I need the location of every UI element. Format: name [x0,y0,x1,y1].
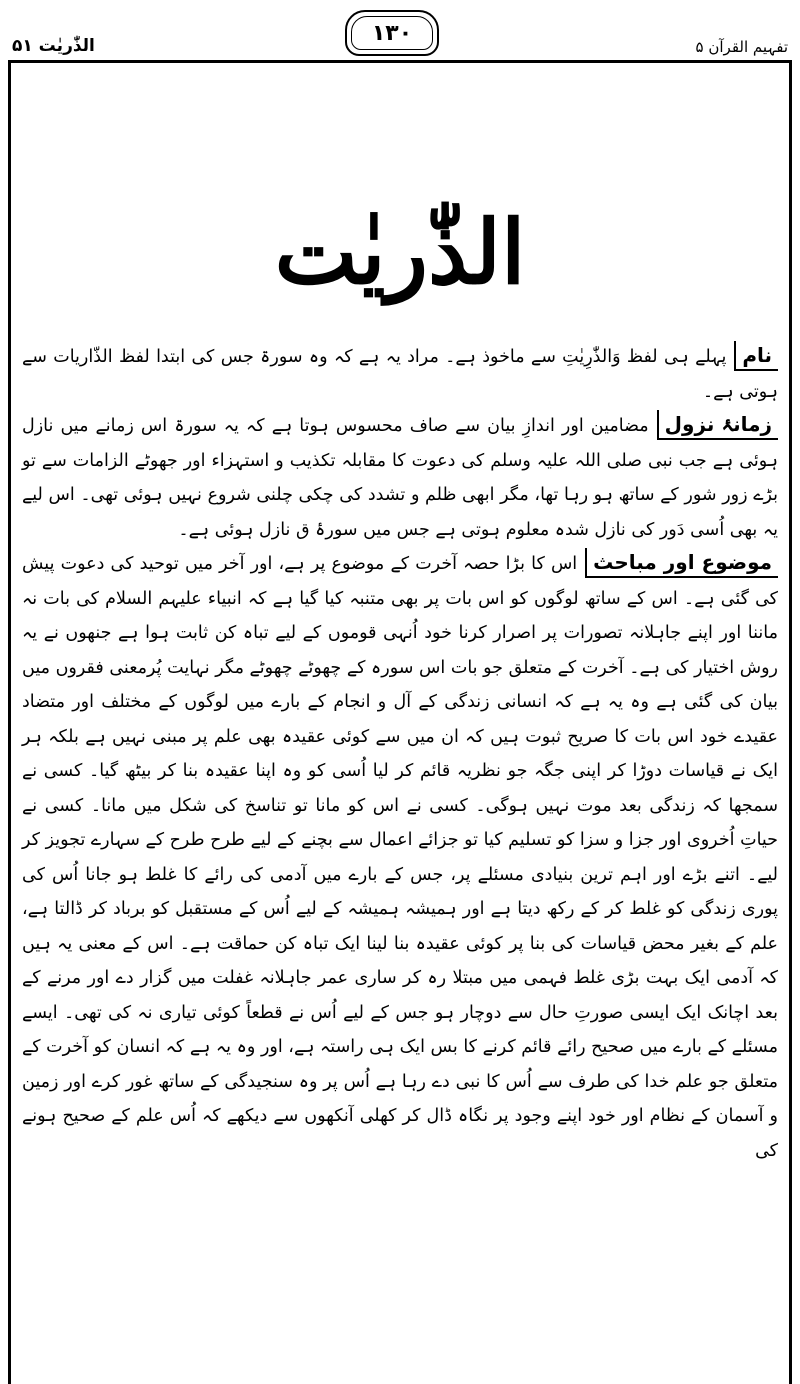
section-text-subject-matter: اس کا بڑا حصہ آخرت کے موضوع پر ہے، اور آخر میں توحید کی دعوت پیش کی گئی ہے۔ اس کے ساتھ لوگوں کو اس بات پر بھی متنبہ کیا گیا ہے کہ انبیاء علیہم السلام کی بات نہ ماننا اور اپنے جاہلانہ تصورات پر اصرار کرنا خود اُنہی قوموں کے لیے تباہ کن ثابت ہوا ہے جنھوں نے یہ روش اختیار کی ہے۔ آخرت کے متعلق جو بات اس سورہ کے چھوٹے چھوٹے مگر نہایت پُرمعنی فقروں میں بیان کی گئی ہے وہ یہ ہے کہ انسانی زندگی کے آل و انجام کے بارے میں لوگوں کے مختلف اور متضاد عقیدے خود اس بات کا صریح ثبوت ہیں کہ ان میں سے کوئی عقیدہ بھی علم پر مبنی نہیں ہے بلکہ ہر ایک نے قیاسات دوڑا کر اپنی جگہ جو نظریہ قائم کر لیا اُسی کو وہ اپنا عقیدہ بنا کر بیٹھ گیا۔ کسی نے سمجھا کہ زندگی بعد موت نہیں ہوگی۔ کسی نے اس کو مانا تو تناسخ کی شکل میں مانا۔ کسی نے حیاتِ اُخروی اور جزا و سزا کو تسلیم کیا تو جزائے اعمال سے بچنے کے لیے طرح طرح کے سہارے تجویز کر لیے۔ اتنے بڑے اور اہم ترین بنیادی مسئلے پر، جس کے بارے میں آدمی کی رائے کا غلط ہو جانا اُس کی پوری زندگی کو غلط کر کے رکھ دیتا ہے اور ہمیشہ ہمیشہ کے لیے اُس کے مستقبل کو برباد کر ڈالتا ہے، علم کے بغیر محض قیاسات کی بنا پر کوئی عقیدہ بنا لینا ایک تباہ کن حماقت ہے۔ اس کے معنی یہ ہیں کہ آدمی ایک بہت بڑی غلط فہمی میں مبتلا رہ کر ساری عمر جاہلانہ غفلت میں گزار دے اور مرنے کے بعد اچانک ایک ایسی صورتِ حال سے دوچار ہو جس کے لیے اُس نے قطعاً کوئی تیاری نہ کی تھی۔ ایسے مسئلے کے بارے میں صحیح رائے قائم کرنے کا بس ایک ہی راستہ ہے، اور وہ یہ ہے کہ انسان کو آخرت کے متعلق جو علم خدا کی طرف سے اُس کا نبی دے رہا ہے اُس پر وہ سنجیدگی کے ساتھ غور کرے اور زمین و آسمان کے نظام اور خود اپنے وجود پر نگاہ ڈال کر کھلی آنکھوں سے دیکھے کہ اُس علم کے صحیح ہونے کی [22,554,778,1161]
section-subject-matter [22,547,778,1168]
section-revelation-period [22,409,778,547]
surah-reference: الذّٰریٰت ۵۱ [12,36,95,56]
page-number: ۱۳۰ [371,20,413,46]
book-reference: تفہیم القرآن ۵ [695,38,788,56]
section-label-revelation-period: زمانۂ نزول [657,410,778,440]
page-header [0,0,800,60]
section-name [22,340,778,409]
section-text-name: پہلے ہی لفظ وَالذّٰرِیٰتِ سے ماخوذ ہے۔ مراد یہ ہے کہ وہ سورۃ جس کی ابتدا لفظ الذّاریات سے ہوتی ہے۔ [22,347,778,402]
surah-title: الذّٰریٰت [274,200,526,304]
section-label-subject-matter: موضوع اور مباحث [585,548,778,578]
section-text-revelation-period: مضامین اور اندازِ بیان سے صاف محسوس ہوتا ہے کہ یہ سورۃ اس زمانے میں نازل ہوئی ہے جب نبی صلی اللہ علیہ وسلم کی دعوت کا مقابلہ تکذیب و استہزاء اور جھوٹے الزامات سے تو بڑے زور شور کے ساتھ ہو رہا تھا، مگر ابھی ظلم و تشدد کی چکی چلنی شروع نہیں ہوئی تھی۔ اس لیے یہ بھی اُسی دَور کی نازل شدہ معلوم ہوتی ہے جس میں سورۂ ق نازل ہوئی ہے۔ [22,416,778,540]
page-number-badge [345,10,439,56]
section-label-name: نام [734,341,778,371]
page-body [22,340,778,1168]
